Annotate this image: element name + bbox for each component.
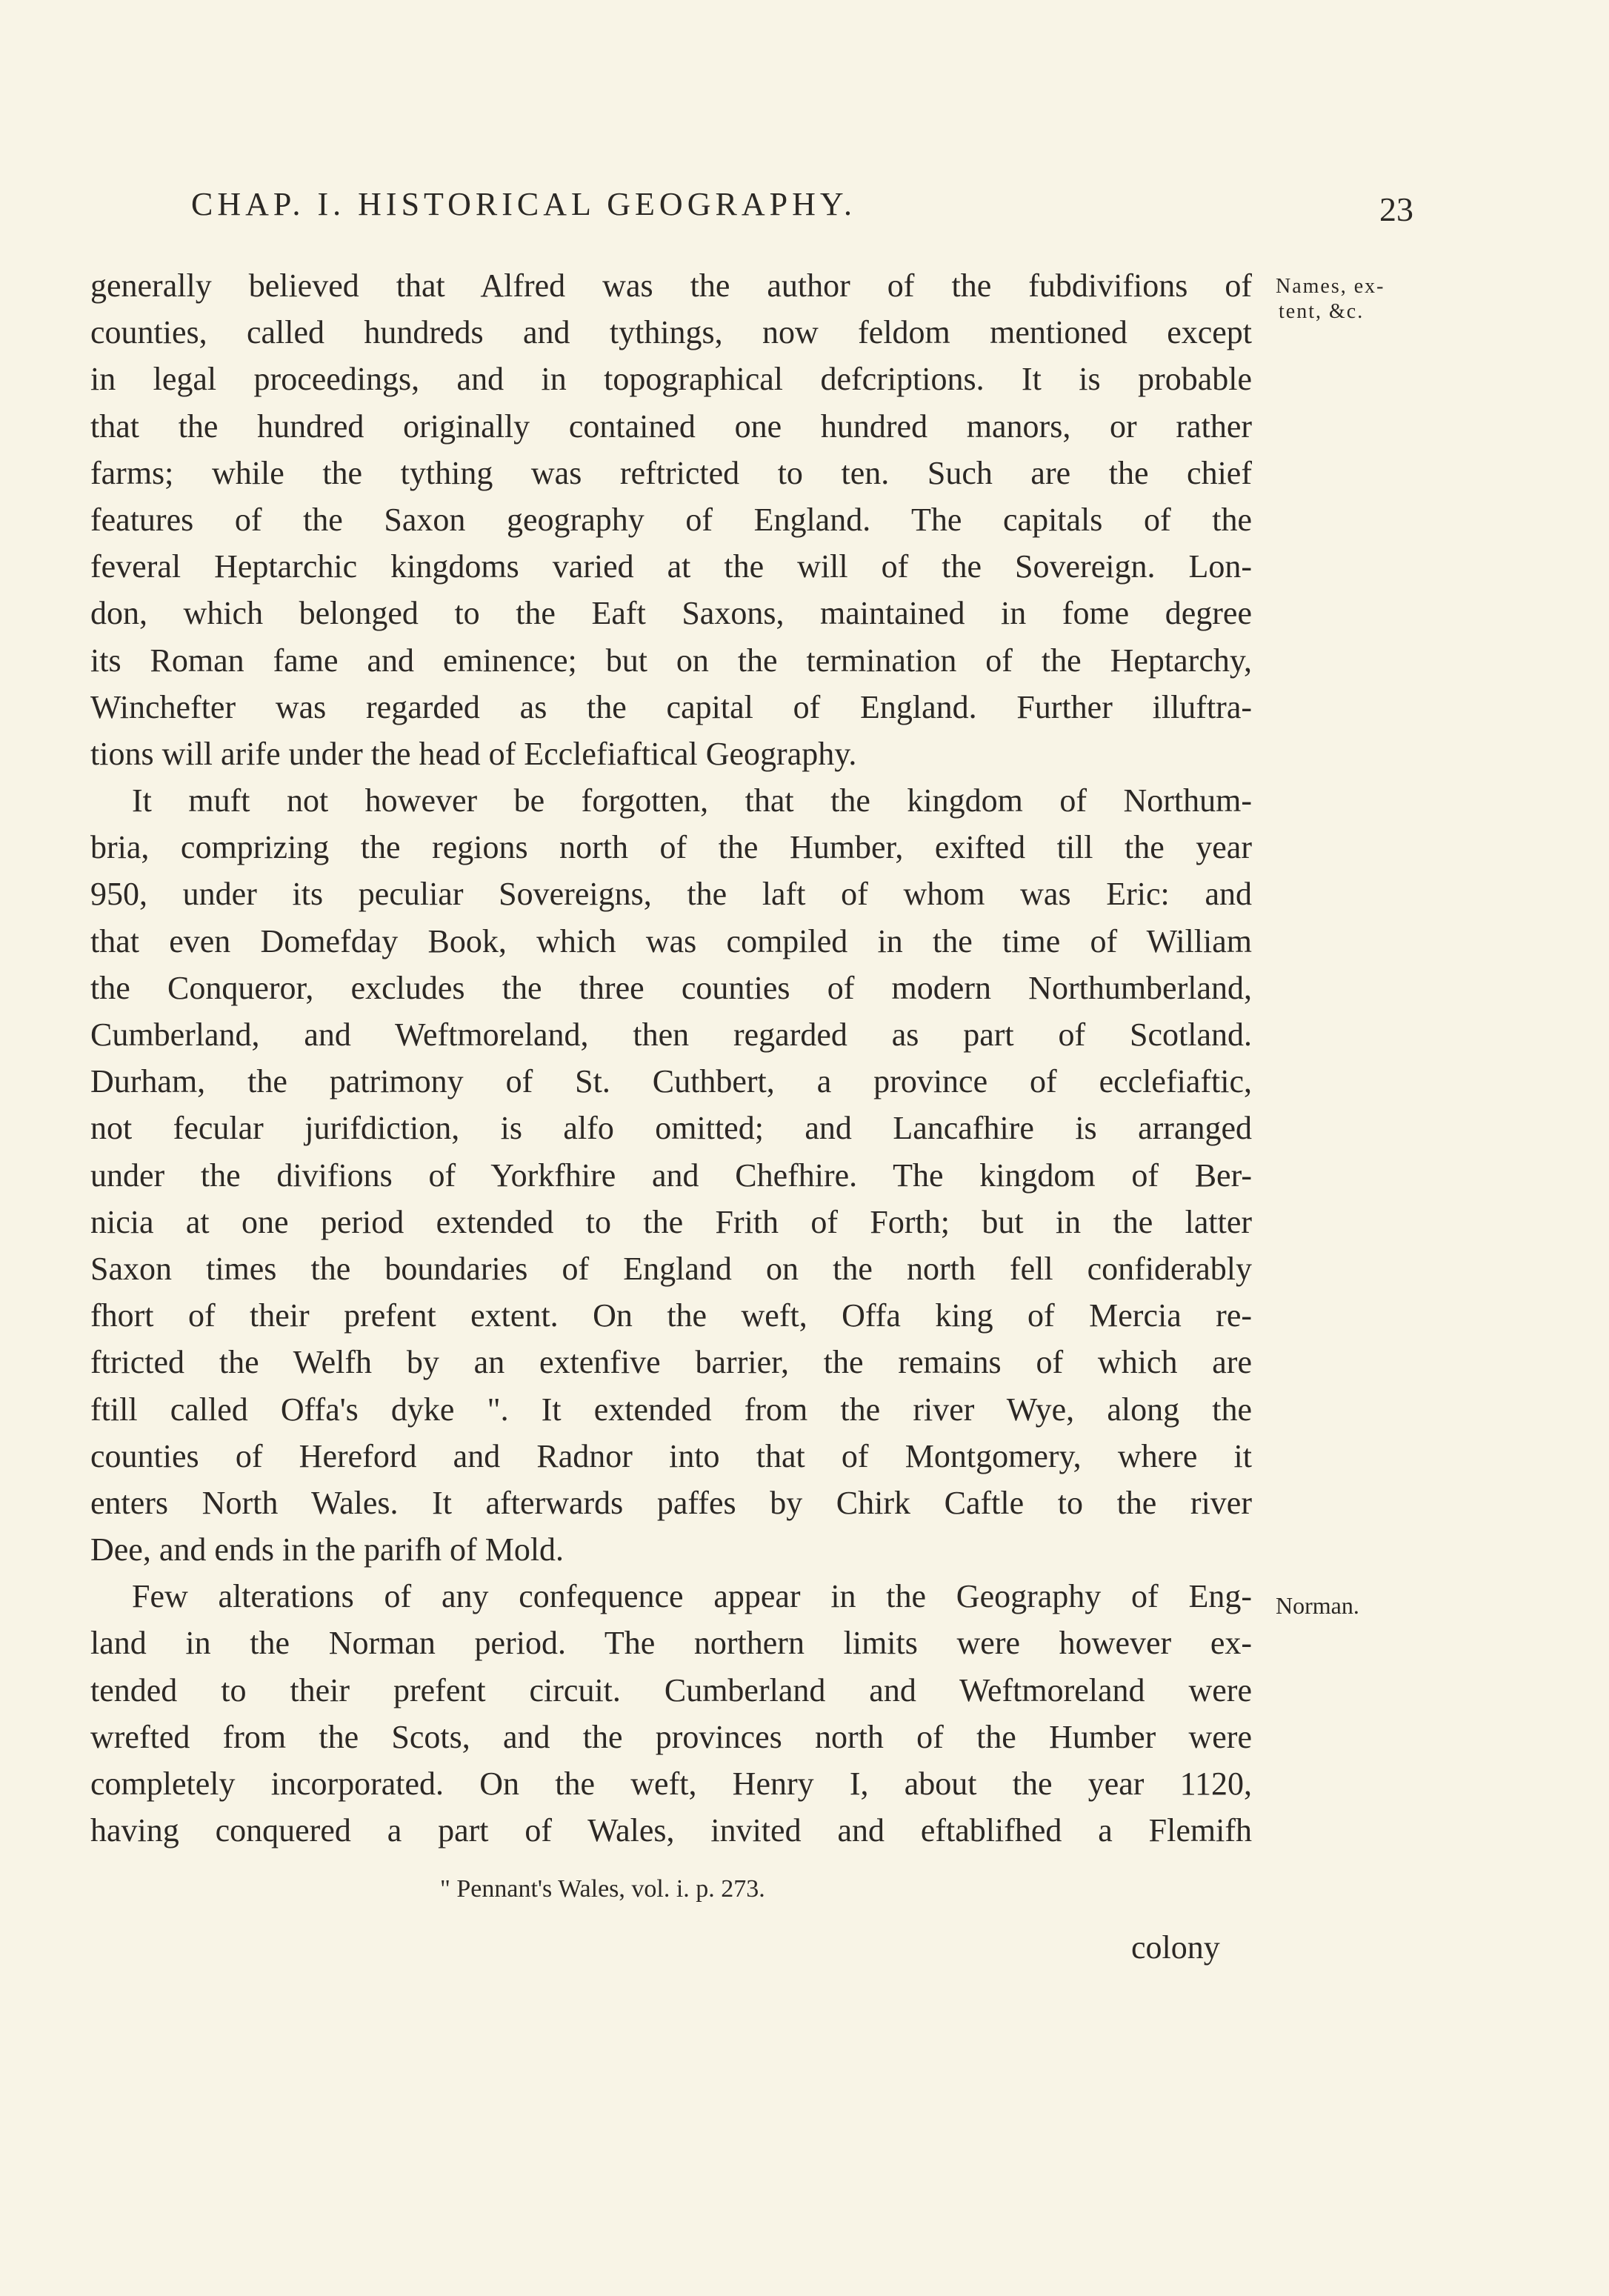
text-line: completely incorporated. On the weft, Henry I, about the year 1120,	[90, 1766, 1252, 1802]
text-line: enters North Wales. It afterwards paffes by Chirk Caftle to the river	[90, 1484, 1252, 1521]
text-line: not fecular jurifdiction, is alfo omitted; and Lancafhire is arranged	[90, 1110, 1252, 1147]
text-line: Durham, the patrimony of St. Cuthbert, a province of ecclefiaftic,	[90, 1063, 1252, 1100]
text-line: under the divifions of Yorkfhire and Chefhire. The kingdom of Ber-	[90, 1157, 1252, 1194]
text-line: features of the Saxon geography of England. The capitals of the	[90, 501, 1252, 538]
text-line: Winchefter was regarded as the capital of England. Further illuftra-	[90, 688, 1252, 725]
text-line: Few alterations of any confequence appear in the Geography of Eng-	[132, 1578, 1252, 1615]
margin-note-line: tent, &c.	[1279, 300, 1365, 323]
text-line: in legal proceedings, and in topographical defcriptions. It is probable	[90, 361, 1252, 398]
text-line: tions will arife under the head of Ecclefiaftical Geography.	[90, 735, 857, 772]
margin-note-names	[1276, 274, 1453, 325]
text-line: generally believed that Alfred was the author of the fubdivifions of	[90, 267, 1252, 304]
text-line: Saxon times the boundaries of England on the north fell confiderably	[90, 1250, 1252, 1287]
text-line: feveral Heptarchic kingdoms varied at the will of the Sovereign. Lon-	[90, 548, 1252, 585]
running-head: CHAP. I. HISTORICAL GEOGRAPHY.	[191, 186, 856, 222]
text-line: 950, under its peculiar Sovereigns, the laft of whom was Eric: and	[90, 876, 1252, 913]
footnote: " Pennant's Wales, vol. i. p. 273.	[440, 1875, 765, 1903]
text-line: counties, called hundreds and tythings, now feldom mentioned except	[90, 314, 1252, 351]
text-line: Dee, and ends in the parifh of Mold.	[90, 1531, 564, 1568]
text-line: its Roman fame and eminence; but on the termination of the Heptarchy,	[90, 642, 1252, 679]
text-line: bria, comprizing the regions north of the Humber, exifted till the year	[90, 829, 1252, 866]
text-line: land in the Norman period. The northern limits were however ex-	[90, 1625, 1252, 1662]
text-line: nicia at one period extended to the Frith of Forth; but in the latter	[90, 1203, 1252, 1240]
text-line: that even Domefday Book, which was compiled in the time of William	[90, 922, 1252, 959]
text-line: having conquered a part of Wales, invited and eftablifhed a Flemifh	[90, 1812, 1252, 1849]
margin-note-norman: Norman.	[1276, 1592, 1359, 1619]
margin-note-line: Names, ex-	[1276, 275, 1385, 298]
text-line: ftricted the Welfh by an extenfive barrier, the remains of which are	[90, 1344, 1252, 1381]
text-line: counties of Hereford and Radnor into that of Montgomery, where it	[90, 1437, 1252, 1474]
text-line: wrefted from the Scots, and the provinces north of the Humber were	[90, 1718, 1252, 1755]
text-line: that the hundred originally contained one hundred manors, or rather	[90, 407, 1252, 445]
text-line: It muft not however be forgotten, that the kingdom of Northum-	[132, 782, 1252, 819]
page-number: 23	[1379, 190, 1413, 228]
text-line: fhort of their prefent extent. On the weft, Offa king of Mercia re-	[90, 1297, 1252, 1334]
text-line: farms; while the tything was reftricted to ten. Such are the chief	[90, 454, 1252, 491]
text-line: ftill called Offa's dyke ". It extended from the river Wye, along the	[90, 1391, 1252, 1428]
body-text	[90, 262, 1252, 1854]
catchword: colony	[1131, 1929, 1220, 1966]
text-line: don, which belonged to the Eaft Saxons, maintained in fome degree	[90, 595, 1252, 632]
text-line: Cumberland, and Weftmoreland, then regarded as part of Scotland.	[90, 1016, 1252, 1053]
text-line: the Conqueror, excludes the three counties of modern Northumberland,	[90, 969, 1252, 1006]
text-line: tended to their prefent circuit. Cumberland and Weftmoreland were	[90, 1671, 1252, 1708]
